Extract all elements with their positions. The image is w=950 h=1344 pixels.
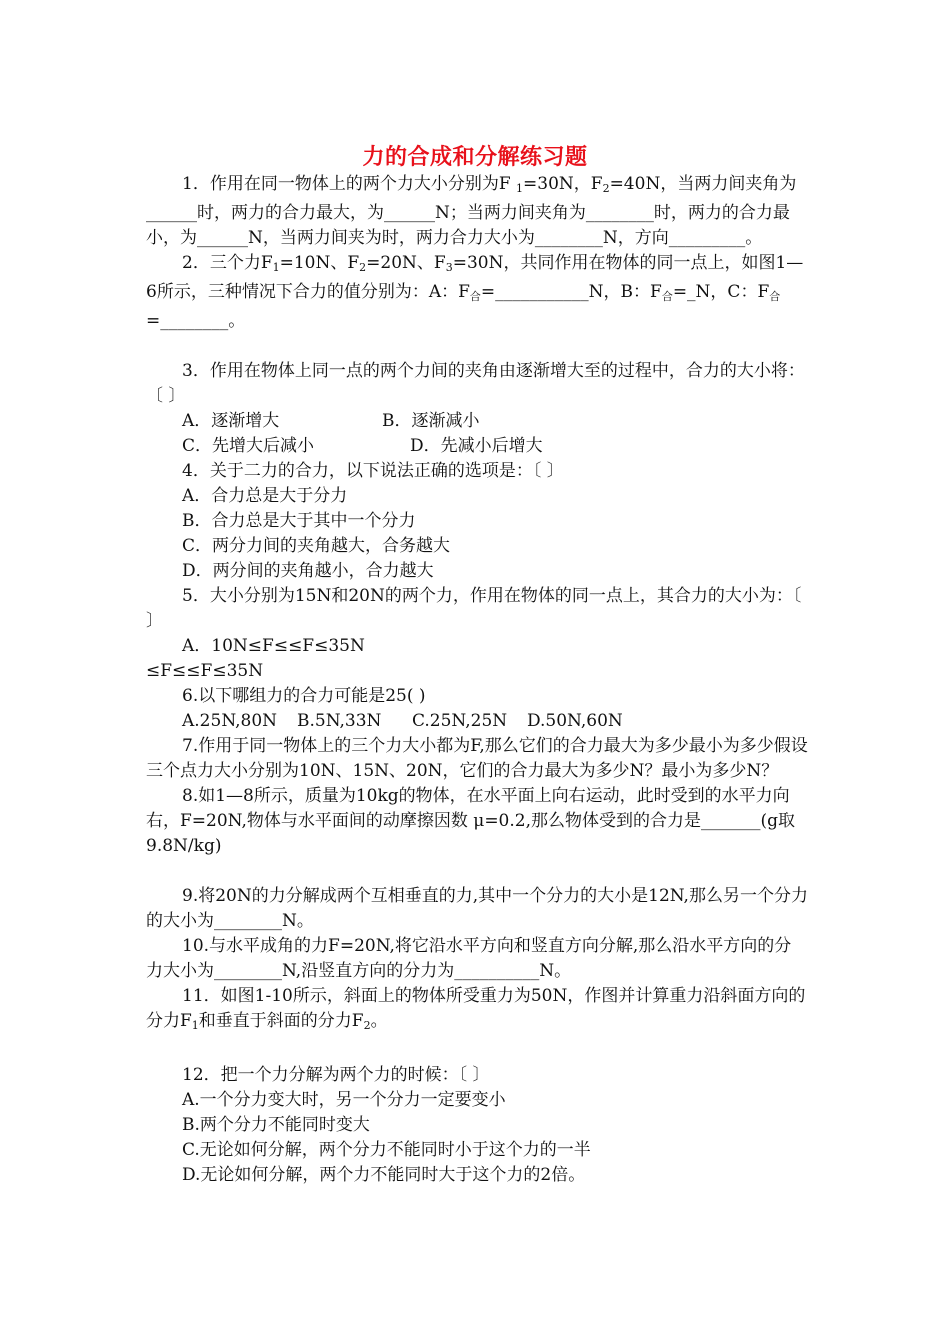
option-c: C.25N,25N	[412, 711, 508, 731]
option-c: C．先增大后减小	[182, 436, 315, 456]
question-1: 1．作用在同一物体上的两个力大小分别为F $_1$=30N，$F_2=40N$，当两力间夹角为______时，两力的合力最大，为______N；当两力间夹角为________时，两力的合力最小，为______N，当两力间夹为时，两力合力大小为________N，方向_________。	[146, 174, 797, 248]
question-7: 7.作用于同一物体上的三个力大小都为F,那么它们的合力最大为多少最小为多少假设三个点力大小分别为10N、15N、20N，它们的合力最大为多少N？最小为多少N？	[146, 736, 808, 781]
option-a: A．合力总是大于分力	[182, 486, 348, 506]
option-b: B.两个分力不能同时变大	[182, 1115, 370, 1135]
answer-blank: _________	[668, 228, 746, 248]
question-3-options-row-1	[146, 409, 808, 434]
question-2: 2．三个力$F_1=10N$、$F_2=20N$、$F_3=30N$，共同作用在物体的同一点上，如图1—6所示，三种情况下合力的值分别为：A：$F_合=\_\_\_\_\_\_\_\_\_\_\_N$，B：$F_合=\_N$，C：$F_合=\_\_\_\_\_\_\_\_$。	[146, 253, 804, 331]
answer-blank: _______	[701, 811, 761, 831]
page-title: 力的合成和分解练习题	[362, 145, 588, 170]
option-b: B．合力总是大于其中一个分力	[182, 511, 416, 531]
option-b: B．逐渐减小	[382, 411, 480, 431]
answer-blank: ________	[534, 228, 603, 248]
option-d: D．先减小后增大	[410, 436, 543, 456]
exercise-body	[146, 172, 808, 1188]
question-4: 4．关于二力的合力，以下说法正确的选项是：〔 〕	[182, 461, 564, 481]
question-10: 10.与水平成角的力F=20N,将它沿水平方向和竖直方向分解,那么沿水平方向的分力大小为________N,沿竖直方向的分力为__________N。	[146, 936, 792, 981]
question-12: 12．把一个力分解为两个力的时候：〔 〕	[182, 1065, 490, 1085]
question-3-options-row-2	[146, 434, 808, 459]
answer-blank: ________	[214, 911, 282, 931]
answer-blank: ______	[197, 228, 248, 248]
question-11: 11．如图1-10所示，斜面上的物体所受重力为50N，作图并计算重力沿斜面方向的分力$F_1$和垂直于斜面的分力$F_2$。	[146, 986, 806, 1032]
option-b: ≤F≤≤F≤35N	[146, 661, 264, 681]
option-a: A．逐渐增大	[182, 411, 280, 431]
answer-blank: ________	[214, 961, 282, 981]
question-8: 8.如1—8所示，质量为10kg的物体，在水平面上向右运动，此时受到的水平力向右，F=20N,物体与水平面间的动摩擦因数 μ=0.2,那么物体受到的合力是_______(g取9.8N/kg)	[146, 786, 796, 856]
option-a: A.25N,80N	[182, 711, 278, 731]
answer-blank: ________	[585, 203, 654, 223]
question-6-options	[146, 709, 808, 734]
option-d: D.50N,60N	[527, 711, 623, 731]
answer-blank: ________	[160, 311, 229, 331]
question-6: 6.以下哪组力的合力可能是25( )	[182, 686, 426, 706]
option-a: A.一个分力变大时，另一个分力一定要变小	[182, 1090, 506, 1110]
question-5: 5．大小分别为15N和20N的两个力，作用在物体的同一点上，其合力的大小为：〔 〕	[146, 586, 802, 631]
question-9: 9.将20N的力分解成两个互相垂直的力,其中一个分力的大小是12N,那么另一个分力的大小为________N。	[146, 886, 808, 931]
answer-blank: ______	[384, 203, 435, 223]
option-b: B.5N,33N	[297, 711, 382, 731]
option-a: A．10N≤F≤≤F≤35N	[182, 636, 365, 656]
answer-blank: __________	[454, 961, 540, 981]
question-3: 3．作用在物体上同一点的两个力间的夹角由逐渐增大至的过程中，合力的大小将：〔 〕	[146, 361, 805, 406]
option-c: C.无论如何分解，两个分力不能同时小于这个力的一半	[182, 1140, 591, 1160]
option-d: D.无论如何分解，两个力不能同时大于这个力的2倍。	[182, 1165, 586, 1185]
answer-blank: ______	[146, 203, 197, 223]
option-d: D．两分间的夹角越小，合力越大	[182, 561, 434, 581]
option-c: C．两分力间的夹角越大，合务越大	[182, 536, 451, 556]
answer-blank: ___________	[495, 282, 589, 302]
